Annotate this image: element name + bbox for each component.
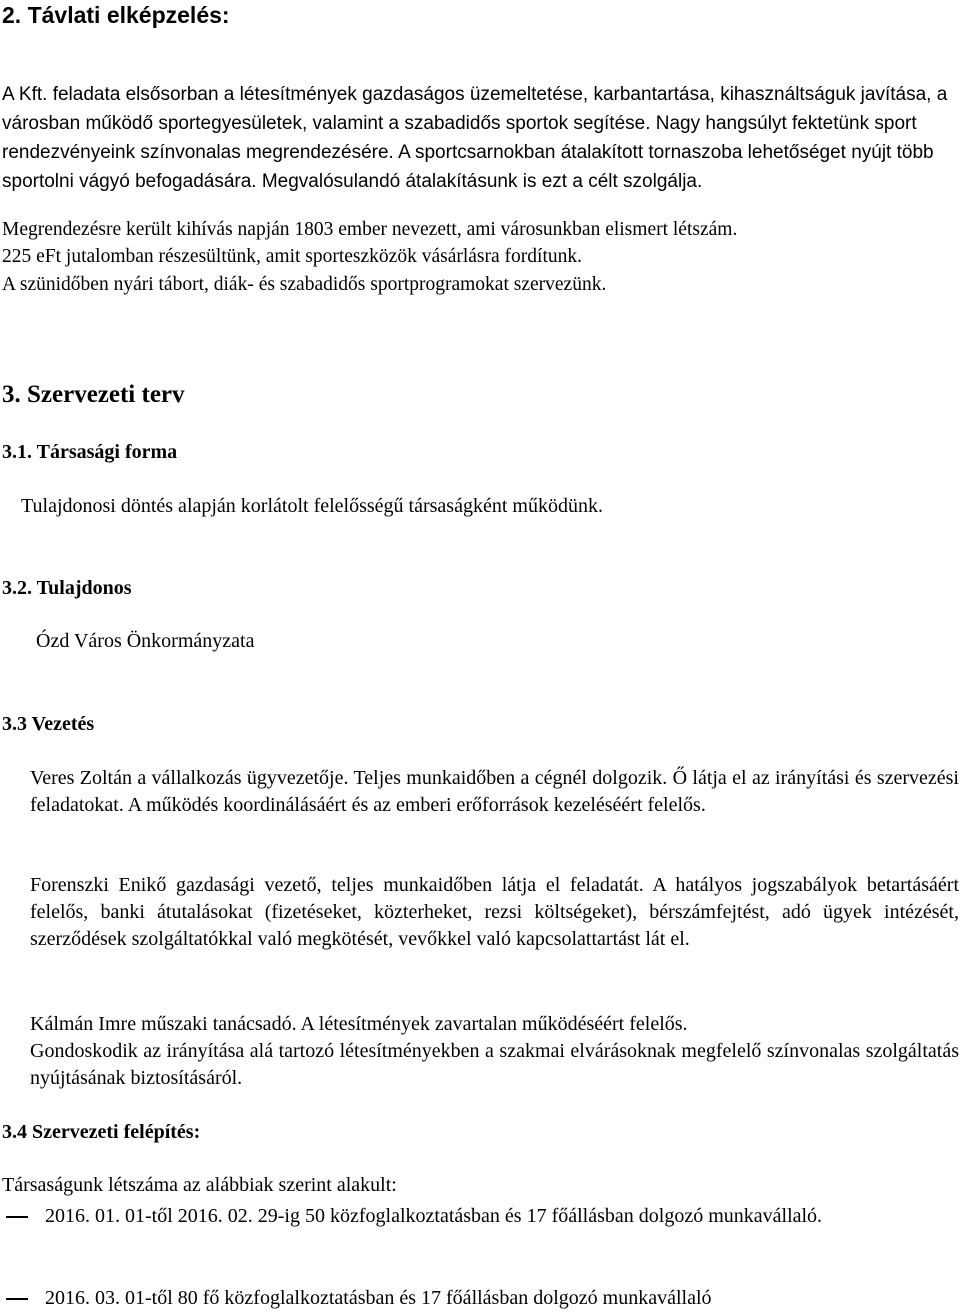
paragraph-sentence: Megvalósulandó átalakításunk is ezt a célt szolgálja. (261, 171, 703, 192)
paragraph-sentence: A sportcsarnokban átalakított tornaszoba lehetőséget nyújt több sportolni vágyó befogadására. (2, 142, 934, 192)
summer-line: A szünidőben nyári tábort, diák- és szabadidős sportprogramokat szervezünk. (2, 274, 607, 295)
event-line: Megrendezésre került kihívás napján 1803 ember nevezett, ami városunkban elismert létszám. (2, 219, 738, 240)
management-paragraph-director: Veres Zoltán a vállalkozás ügyvezetője. Teljes munkaidőben a cégnél dolgozik. Ő látja el az irányítási és szervezési feladatokat. A működés koordinálásáért és az emberi erőforrások kezeléséért felelős. (30, 767, 959, 816)
subsection-3-3-heading: 3.3 Vezetés (2, 713, 95, 735)
dash-bullet-icon (6, 1216, 28, 1218)
subsection-3-1-heading: 3.1. Társasági forma (2, 441, 178, 463)
headcount-period-2: 2016. 03. 01-től 80 fő közfoglalkoztatásban és 17 főállásban dolgozó munkavállaló (45, 1287, 712, 1309)
management-paragraph-technical (30, 1011, 959, 1092)
subsection-3-2-heading: 3.2. Tulajdonos (2, 577, 132, 599)
headcount-intro: Társaságunk létszáma az alábbiak szerint alakult: (2, 1174, 397, 1196)
company-form-text: Tulajdonosi döntés alapján korlátolt felelősségű társaságként működünk. (21, 495, 603, 517)
owner-text: Ózd Város Önkormányzata (36, 630, 255, 652)
subsection-3-4-heading: 3.4 Szervezeti felépítés: (2, 1121, 201, 1143)
management-paragraph-finance: Forenszki Enikő gazdasági vezető, teljes munkaidőben látja el feladatát. A hatályos jogszabályok betartásáért felelős, banki átutalásokat (fizetéseket, közterheket, rezsi költségeket), bérszámfejtést, adó ügyek intézését, szerződések szolgáltatókkal való megkötését, vevőkkel való kapcsolattartást lát el. (30, 874, 959, 950)
section-2-paragraph (2, 80, 958, 196)
list-item (2, 1284, 959, 1313)
dash-bullet-icon (6, 1298, 28, 1300)
paragraph-sentence: A Kft. feladata elsősorban a létesítmények gazdaságos üzemeltetése, karbantartása, kihasználtságuk javítása, a városban működő sportegyesületek, valamint a szabadidős sportok segítése. (2, 84, 948, 134)
technical-advisor-sentence: Kálmán Imre műszaki tanácsadó. A létesítmények zavartalan működéséért felelős. (30, 1013, 688, 1035)
section-3-heading: 3. Szervezeti terv (2, 381, 185, 408)
list-item (2, 1202, 959, 1260)
section-2-heading: 2. Távlati elképzelés: (2, 2, 230, 28)
headcount-period-1: 2016. 01. 01-től 2016. 02. 29-ig 50 közfoglalkoztatásban és 17 főállásban dolgozó munkavállaló. (45, 1205, 823, 1227)
paragraph-sentence: Nagy hangsúlyt fektetünk sport rendezvényeink színvonalas megrendezésére. (2, 113, 917, 163)
technical-advisor-duties: Gondoskodik az irányítása alá tartozó létesítményekben a szakmai elvárásoknak megfelelő színvonalas szolgáltatás nyújtásának biztosításáról. (30, 1040, 959, 1089)
prize-line: 225 eFt jutalomban részesültünk, amit sporteszközök vásárlásra fordítunk. (2, 246, 582, 267)
